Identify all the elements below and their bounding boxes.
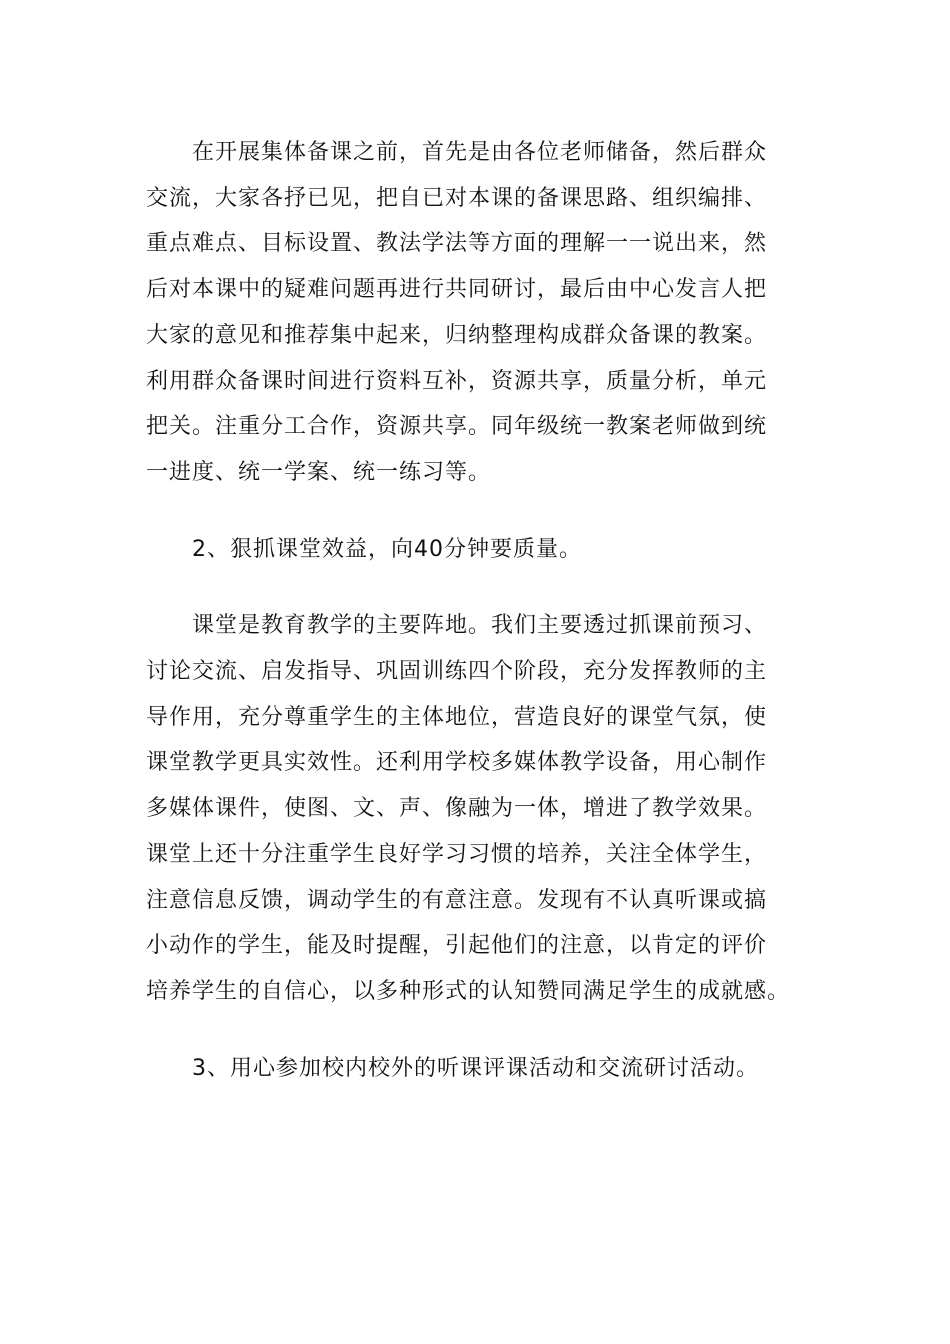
paragraph-gap	[146, 572, 806, 603]
paragraph-gap	[146, 1015, 806, 1046]
paragraph-classroom-teaching: 课堂是教育教学的主要阵地。我们主要透过抓课前预习、 讨论交流、启发指导、巩固训练四个阶段，充分发挥教师的主 导作用，充分尊重学生的主体地位，营造良好的课堂气氛，使 课堂教学更具实效性。还利用学校多媒体教学设备，用心制作 多媒体课件，使图、文、声、像融为一体，增进了教学效果。 课堂上还十分注重学生良好学习习惯的培养，关注全体学生， 注意信息反馈，调动学生的有意注意。发现有不认真听课或搞 小动作的学生，能及时提醒，引起他们的注意，以肯定的评价 培养学生的自信心，以多种形式的认知赞同满足学生的成就感。	[146, 613, 791, 1004]
paragraph-collective-lesson-prep: 在开展集体备课之前，首先是由各位老师储备，然后群众 交流，大家各抒已见，把自已对本课的备课思路、组织编排、 重点难点、目标设置、教法学法等方面的理解一一说出来，然 后对本课中的疑难问题再进行共同研讨，最后由中心发言人把 大家的意见和推荐集中起来，归纳整理构成群众备课的教案。 利用群众备课时间进行资料互补，资源共享，质量分析，单元 把关。注重分工合作，资源共享。同年级统一教案老师做到统 一进度、统一学案、统一练习等。	[146, 140, 768, 485]
document-body	[146, 130, 806, 1091]
section-heading-lesson-observation: 3、用心参加校内校外的听课评课活动和交流研讨活动。	[192, 1055, 759, 1081]
paragraph-gap	[146, 496, 806, 527]
section-heading-classroom-efficiency: 2、狠抓课堂效益，向40分钟要质量。	[192, 536, 582, 562]
